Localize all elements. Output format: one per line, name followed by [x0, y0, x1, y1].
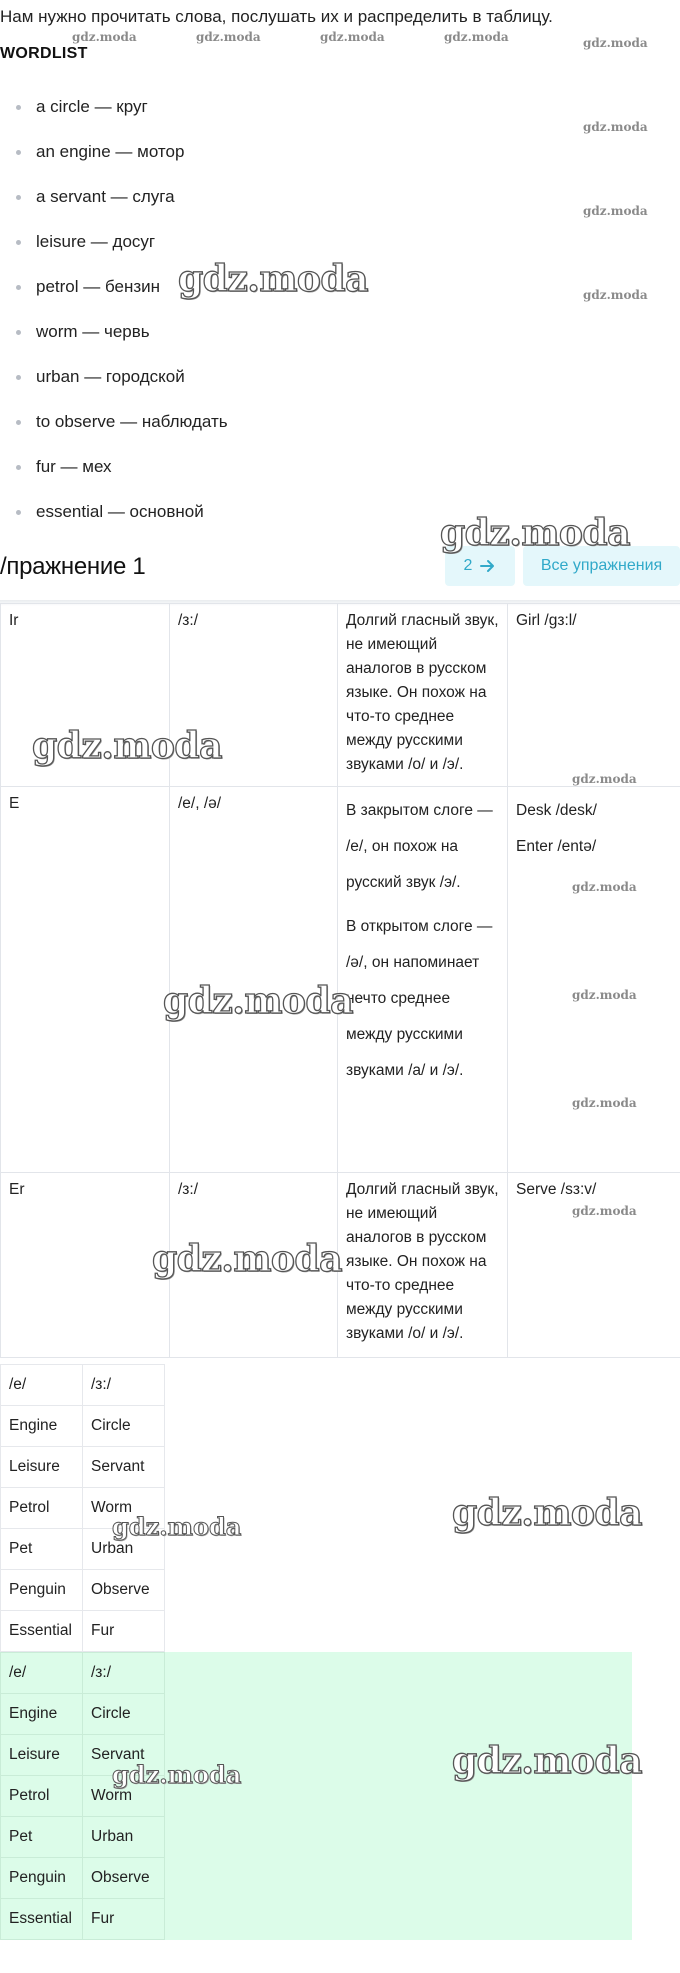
watermark: gdz.moda	[452, 1492, 642, 1534]
arrow-right-icon	[480, 559, 496, 573]
watermark: gdz.moda	[196, 30, 261, 44]
list-item: to observe — наблюдать	[0, 407, 680, 452]
watermark: gdz.moda	[440, 512, 630, 554]
bullet-icon	[16, 285, 21, 290]
bullet-icon	[16, 150, 21, 155]
bullet-icon	[16, 420, 21, 425]
watermark: gdz.moda	[112, 1512, 242, 1541]
watermark: gdz.moda	[452, 1740, 642, 1782]
next-exercise-label: 2	[463, 557, 473, 574]
watermark: gdz.moda	[72, 30, 137, 44]
description-cell: Долгий гласный звук, не имеющий аналогов в русском языке. Он похож на что-то среднее между русскими звуками /о/ и /э/.	[338, 604, 508, 787]
column-header: /e/	[1, 1653, 83, 1694]
table-row: Leisure Servant	[1, 1447, 165, 1488]
example-cell: Serve /sз:v/	[508, 1173, 680, 1358]
table-header-row	[1, 1365, 165, 1406]
bullet-icon	[16, 510, 21, 515]
column-header: /e/	[1, 1365, 83, 1406]
wordlist-title: WORDLIST	[0, 45, 88, 62]
intro-text: Нам нужно прочитать слова, послушать их и распределить в таблицу.	[0, 7, 553, 26]
sound-cell: /e/, /ə/	[170, 787, 338, 1173]
watermark: gdz.moda	[583, 288, 648, 302]
watermark: gdz.moda	[572, 988, 637, 1002]
bullet-icon	[16, 240, 21, 245]
watermark: gdz.moda	[583, 36, 648, 50]
letters-cell: Ir	[1, 604, 170, 787]
bullet-icon	[16, 330, 21, 335]
table-row	[1, 604, 680, 787]
watermark: gdz.moda	[112, 1760, 242, 1789]
sound-cell: /з:/	[170, 1173, 338, 1358]
exercise-title: /пражнение 1	[0, 553, 146, 580]
rules-table	[0, 603, 680, 1358]
table-row: Penguin Observe	[1, 1858, 165, 1899]
description-cell: Долгий гласный звук, не имеющий аналогов в русском языке. Он похож на что-то среднее между русскими звуками /о/ и /э/.	[338, 1173, 508, 1358]
watermark: gdz.moda	[572, 1096, 637, 1110]
list-item: petrol — бензин	[0, 272, 680, 317]
letters-cell: E	[1, 787, 170, 1173]
list-item: worm — червь	[0, 317, 680, 362]
table-row: Essential Fur	[1, 1899, 165, 1940]
table-row: Petrol Worm	[1, 1776, 165, 1817]
exercise-bar	[0, 543, 680, 603]
next-exercise-button[interactable]	[445, 546, 515, 586]
letters-cell: Er	[1, 1173, 170, 1358]
watermark: gdz.moda	[572, 880, 637, 894]
watermark: gdz.moda	[178, 258, 368, 300]
table-row: Engine Circle	[1, 1694, 165, 1735]
table-row: Pet Urban	[1, 1529, 165, 1570]
list-item: essential — основной	[0, 497, 680, 542]
watermark: gdz.moda	[444, 30, 509, 44]
table-header-row	[1, 1653, 165, 1694]
table-row: Essential Fur	[1, 1611, 165, 1652]
table-row: Penguin Observe	[1, 1570, 165, 1611]
watermark: gdz.moda	[163, 980, 353, 1022]
bullet-icon	[16, 465, 21, 470]
table-row	[1, 1173, 680, 1358]
table-row: Petrol Worm	[1, 1488, 165, 1529]
example-cell: Girl /gз:l/	[508, 604, 680, 787]
all-exercises-button[interactable]: Все упражнения	[523, 546, 680, 586]
watermark: gdz.moda	[572, 1204, 637, 1218]
table-row	[1, 787, 680, 1173]
watermark: gdz.moda	[320, 30, 385, 44]
column-header: /з:/	[83, 1365, 165, 1406]
bullet-icon	[16, 105, 21, 110]
list-item: a servant — слуга	[0, 182, 680, 227]
wordlist	[0, 92, 680, 542]
list-item: a circle — круг	[0, 92, 680, 137]
table-row: Leisure Servant	[1, 1735, 165, 1776]
watermark: gdz.moda	[583, 120, 648, 134]
table-row: Pet Urban	[1, 1817, 165, 1858]
list-item: an engine — мотор	[0, 137, 680, 182]
watermark: gdz.moda	[572, 772, 637, 786]
sound-cell: /з:/	[170, 604, 338, 787]
answer-table	[0, 1652, 165, 1940]
example-cell: Desk /desk/ Enter /entə/	[508, 787, 680, 1173]
bullet-icon	[16, 375, 21, 380]
description-cell: В закрытом слоге — /е/, он похож на русский звук /э/. В открытом слоге — /ə/, он напоминает нечто среднее между русскими звуками /а/ и /э/.	[338, 787, 508, 1173]
watermark: gdz.moda	[583, 204, 648, 218]
watermark: gdz.moda	[32, 725, 222, 767]
list-item: fur — мех	[0, 452, 680, 497]
watermark: gdz.moda	[152, 1238, 342, 1280]
column-header: /з:/	[83, 1653, 165, 1694]
bullet-icon	[16, 195, 21, 200]
table-row: Engine Circle	[1, 1406, 165, 1447]
list-item: leisure — досуг	[0, 227, 680, 272]
sort-table	[0, 1364, 165, 1652]
list-item: urban — городской	[0, 362, 680, 407]
